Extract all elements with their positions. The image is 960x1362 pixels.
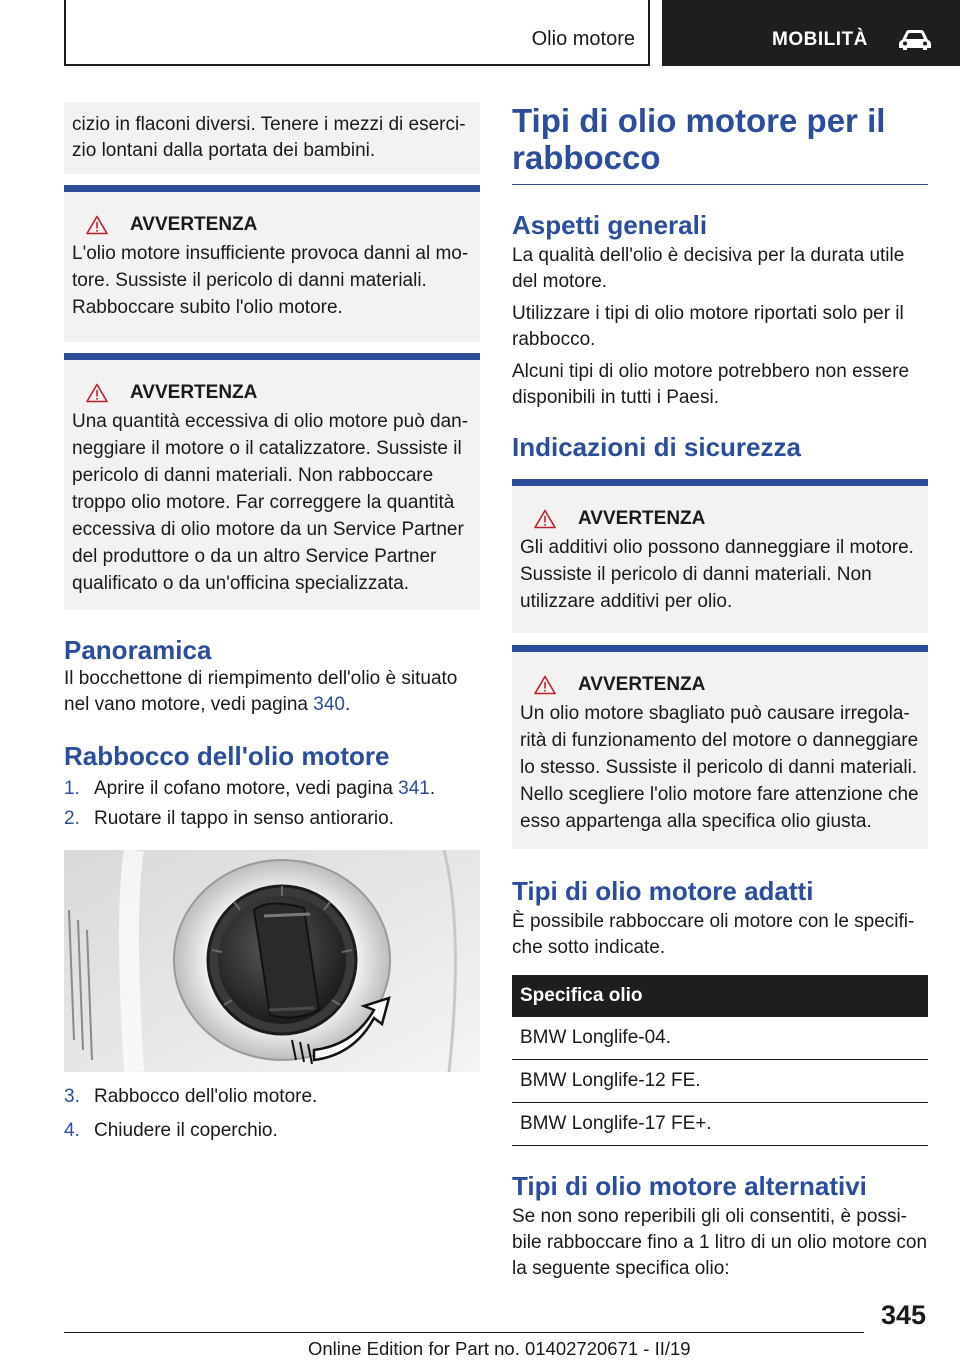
paragraph: La qualità dell'olio è decisiva per la durata utile del motore. bbox=[512, 245, 905, 292]
page-title: Tipi di olio motore per il rabbocco bbox=[512, 102, 928, 185]
header-chapter-title: MOBILITÀ bbox=[772, 29, 868, 50]
heading-tipi-alternativi: Tipi di olio motore alternativi bbox=[512, 1171, 867, 1201]
paragraph: Se non sono reperibili gli oli consentiti, è possibile rabboccare fino a 1 litro di un olio motore con la seguente specifica olio: bbox=[512, 1206, 928, 1279]
heading-panoramica: Panoramica bbox=[64, 635, 212, 665]
warning-title: AVVERTENZA bbox=[578, 674, 706, 695]
list-item: 3. Rabbocco dell'olio motore. bbox=[64, 1086, 318, 1107]
page-ref-link[interactable]: 340 bbox=[313, 694, 345, 715]
heading-tipi-adatti: Tipi di olio motore adatti bbox=[512, 876, 814, 906]
table-row: BMW Longlife-17 FE+. bbox=[512, 1103, 928, 1146]
table-row: BMW Longlife-04. bbox=[512, 1017, 928, 1060]
list-item: 1. Aprire il cofano motore, vedi pagina 341. bbox=[64, 778, 436, 799]
right-column bbox=[512, 102, 928, 1282]
page-number: 345 bbox=[880, 1300, 926, 1330]
warning-box-1 bbox=[64, 185, 480, 342]
paragraph: Alcuni tipi di olio motore potrebbero non essere disponibili in tutti i Paesi. bbox=[512, 361, 910, 408]
list-item: 4. Chiudere il coperchio. bbox=[64, 1120, 278, 1141]
warning-triangle-icon bbox=[86, 383, 108, 403]
oil-cap-photo bbox=[64, 850, 480, 1072]
oil-spec-table bbox=[512, 975, 928, 1146]
warning-text: L'olio motore insufficiente provoca danni al motore. Sussiste il pericolo di danni materiali. Rabboccare subito l'olio motore. bbox=[72, 243, 469, 318]
panoramica-text: Il bocchettone di riempimento dell'olio è situato nel vano motore, vedi pagina 340. bbox=[64, 668, 458, 715]
table-row: BMW Longlife-12 FE. bbox=[512, 1060, 928, 1103]
warning-title: AVVERTENZA bbox=[130, 382, 258, 403]
paragraph: È possibile rabboccare oli motore con le specifiche sotto indicate. bbox=[512, 911, 915, 958]
heading-indicazioni-sicurezza: Indicazioni di sicurezza bbox=[512, 432, 801, 462]
steps-list-continued bbox=[64, 1084, 480, 1144]
car-icon bbox=[898, 29, 932, 51]
heading-aspetti-generali: Aspetti generali bbox=[512, 210, 708, 240]
warning-box-4 bbox=[512, 645, 928, 849]
oil-cap-illustration bbox=[64, 850, 480, 1072]
left-column bbox=[64, 102, 480, 1148]
footer-divider bbox=[64, 1332, 864, 1333]
warning-triangle-icon bbox=[534, 675, 556, 695]
warning-title: AVVERTENZA bbox=[130, 214, 258, 235]
warning-text: Un olio motore sbagliato può causare irregolarità di funzionamento del motore o danneggiare lo stesso. Sussiste il pericolo di danni materiali. Nello scegliere l'olio motore fare attenzione che esso appartenga alla specifica olio giusta. bbox=[520, 703, 919, 832]
warning-text: Gli additivi olio possono danneggiare il motore. Sussiste il pericolo di danni materiali. Non utilizzare additivi per olio. bbox=[520, 537, 914, 612]
header-section-title: Olio motore bbox=[531, 28, 635, 50]
warning-triangle-icon bbox=[534, 509, 556, 529]
intro-note-text: cizio in flaconi diversi. Tenere i mezzi di esercizio lontani dalla portata dei bambini. bbox=[72, 114, 466, 161]
warning-box-3 bbox=[512, 479, 928, 633]
warning-text: Una quantità eccessiva di olio motore può danneggiare il motore o il catalizzatore. Sussiste il pericolo di danni materiali. Non rabboccare troppo olio motore. Far correggere la quantità eccessiva di olio motore da un Service Partner del produttore o da un altro Service Partner qualificato o da un'officina specializzata. bbox=[72, 411, 469, 594]
intro-note-box bbox=[64, 102, 480, 174]
table-header: Specifica olio bbox=[512, 975, 928, 1017]
footer-edition: Online Edition for Part no. 01402720671 - II/19 bbox=[308, 1338, 691, 1359]
list-item: 2. Ruotare il tappo in senso antiorario. bbox=[64, 808, 394, 829]
warning-box-2 bbox=[64, 353, 480, 610]
page-header bbox=[64, 0, 960, 66]
warning-title: AVVERTENZA bbox=[578, 508, 706, 529]
page-ref-link[interactable]: 341 bbox=[398, 778, 430, 799]
header-chapter-tab bbox=[662, 0, 960, 66]
paragraph: Utilizzare i tipi di olio motore riportati solo per il rabbocco. bbox=[512, 303, 904, 350]
steps-list bbox=[64, 776, 480, 832]
heading-rabbocco: Rabbocco dell'olio motore bbox=[64, 741, 390, 771]
warning-triangle-icon bbox=[86, 215, 108, 235]
